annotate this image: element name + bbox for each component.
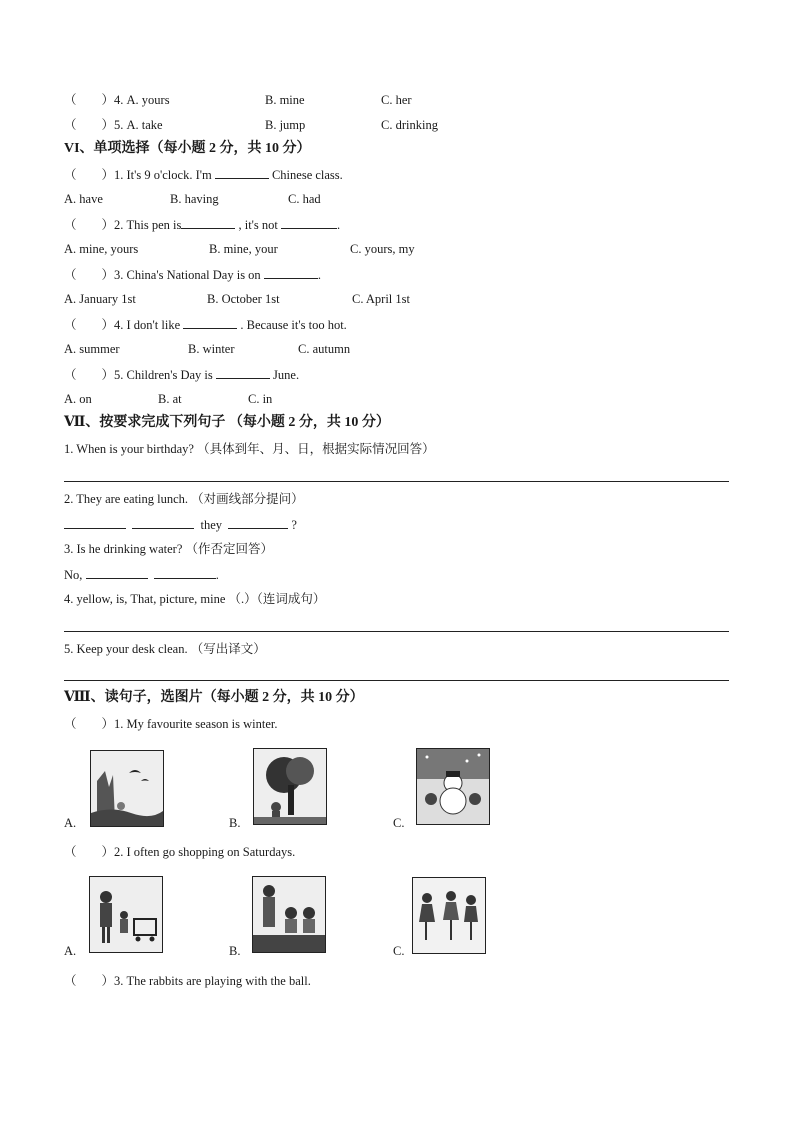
q7-1-stem: 1. When is your birthday? （具体到年、月、日，根据实际情况回答） bbox=[64, 442, 435, 456]
teacher-students-icon bbox=[253, 877, 325, 952]
q7-3-stem: 3. Is he drinking water? （作否定回答） bbox=[64, 542, 273, 556]
q8-2-stem: （ ）2. I often go shopping on Saturdays. bbox=[64, 845, 296, 859]
q8-2-picture-b-class[interactable] bbox=[252, 876, 326, 953]
q8-1-label-b: B. bbox=[229, 816, 241, 830]
q5-4-option-b: B. mine bbox=[265, 93, 305, 107]
q7-5-answer-line[interactable] bbox=[64, 680, 729, 681]
q6-3-stem: （ ）3. China's National Day is on . bbox=[64, 268, 321, 282]
q8-2-picture-a-shopping[interactable] bbox=[89, 876, 163, 953]
q6-4-option-b: B. winter bbox=[188, 342, 235, 356]
girls-dancing-icon bbox=[413, 878, 485, 953]
q6-5-option-b: B. at bbox=[158, 392, 182, 406]
q6-4-option-c: C. autumn bbox=[298, 342, 351, 356]
snowman-icon bbox=[417, 749, 489, 824]
q6-4-stem: （ ）4. I don't like . Because it's too hot. bbox=[64, 318, 347, 332]
q8-1-label-a: A. bbox=[64, 816, 77, 830]
q6-1-option-c: C. had bbox=[288, 192, 321, 206]
q8-1-picture-c-winter[interactable] bbox=[416, 748, 490, 825]
q8-1-stem: （ ）1. My favourite season is winter. bbox=[64, 717, 278, 731]
q6-1-option-a: A. have bbox=[64, 192, 103, 206]
q5-4-stem: （ ）4. A. yours bbox=[64, 93, 170, 107]
q6-3-option-a: A. January 1st bbox=[64, 292, 136, 306]
q8-1-picture-a-spring[interactable] bbox=[90, 750, 164, 827]
q6-1-stem: （ ）1. It's 9 o'clock. I'm Chinese class. bbox=[64, 168, 343, 182]
q8-1-label-c: C. bbox=[393, 816, 405, 830]
q7-5-stem: 5. Keep your desk clean. （写出译文） bbox=[64, 642, 266, 656]
q6-2-option-b: B. mine, your bbox=[209, 242, 278, 256]
q5-5-option-b: B. jump bbox=[265, 118, 306, 132]
q6-5-option-c: C. in bbox=[248, 392, 273, 406]
q6-2-stem: （ ）2. This pen is , it's not . bbox=[64, 218, 341, 232]
q6-5-stem: （ ）5. Children's Day is June. bbox=[64, 368, 300, 382]
q8-2-label-b: B. bbox=[229, 944, 241, 958]
q6-3-option-c: C. April 1st bbox=[352, 292, 410, 306]
q8-3-stem: （ ）3. The rabbits are playing with the ball. bbox=[64, 974, 311, 988]
q7-3-answer[interactable]: No, . bbox=[64, 568, 219, 582]
q8-2-label-c: C. bbox=[393, 944, 405, 958]
q5-5-option-c: C. drinking bbox=[381, 118, 438, 132]
q6-5-option-a: A. on bbox=[64, 392, 92, 406]
q8-2-label-a: A. bbox=[64, 944, 77, 958]
q6-3-option-b: B. October 1st bbox=[207, 292, 280, 306]
q5-4-option-c: C. her bbox=[381, 93, 412, 107]
q6-2-option-a: A. mine, yours bbox=[64, 242, 139, 256]
q8-2-picture-c-dancing[interactable] bbox=[412, 877, 486, 954]
q7-4-stem: 4. yellow, is, That, picture, mine （.）（连词成句） bbox=[64, 592, 326, 606]
section-6-title: VI、单项选择（每小题 2 分，共 10 分） bbox=[64, 141, 311, 156]
q7-2-answer[interactable]: they ? bbox=[64, 516, 297, 533]
autumn-tree-icon bbox=[254, 749, 326, 824]
q6-2-option-c: C. yours, my bbox=[350, 242, 415, 256]
section-7-title: Ⅶ、按要求完成下列句子 （每小题 2 分，共 10 分） bbox=[64, 415, 390, 430]
spring-scene-icon bbox=[91, 751, 163, 826]
shopping-cart-icon bbox=[90, 877, 162, 952]
q6-4-option-a: A. summer bbox=[64, 342, 120, 356]
q7-2-stem: 2. They are eating lunch. （对画线部分提问） bbox=[64, 492, 304, 506]
q7-4-answer-line[interactable] bbox=[64, 631, 729, 632]
q7-1-answer-line[interactable] bbox=[64, 481, 729, 482]
q6-1-option-b: B. having bbox=[170, 192, 219, 206]
section-8-title: Ⅷ、读句子，选图片（每小题 2 分，共 10 分） bbox=[64, 690, 364, 705]
q5-5-stem: （ ）5. A. take bbox=[64, 118, 163, 132]
q8-1-picture-b-autumn[interactable] bbox=[253, 748, 327, 825]
